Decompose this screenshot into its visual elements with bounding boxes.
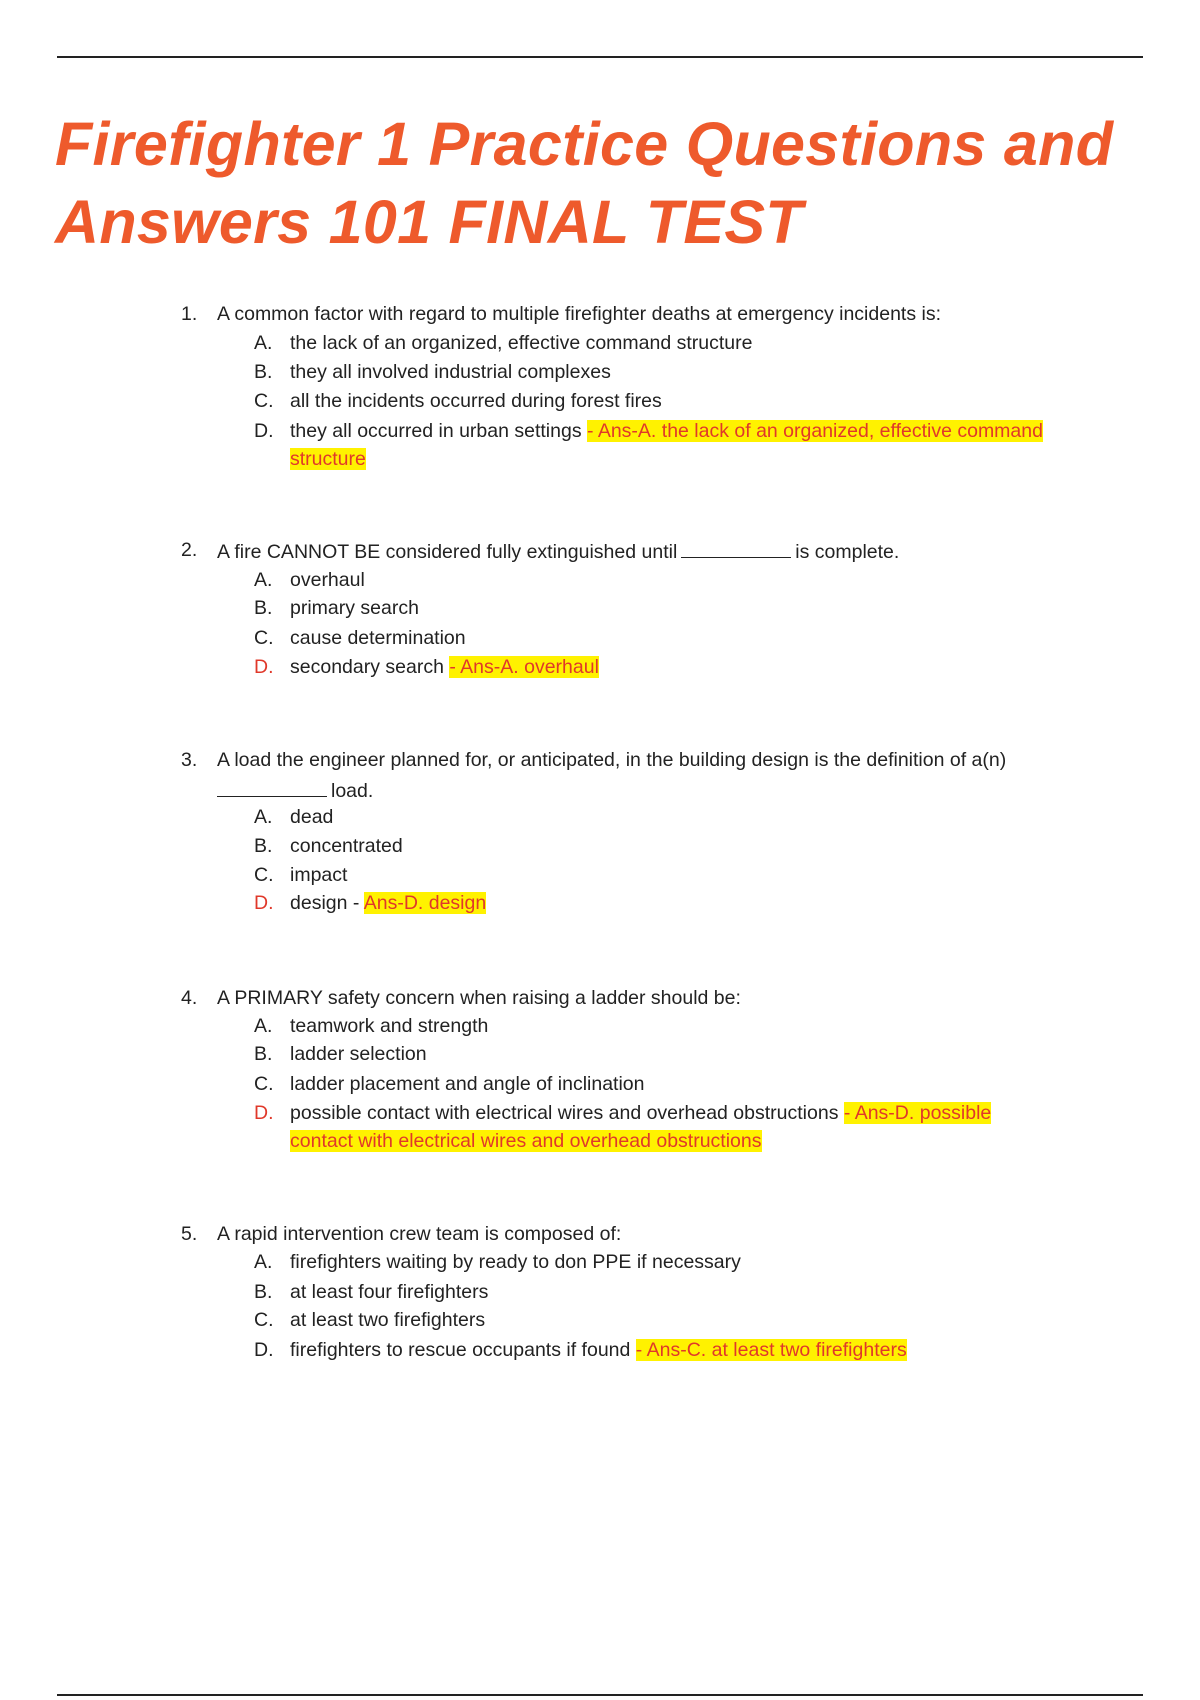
option-letter: B. [254, 597, 273, 619]
question-number: 2. [181, 539, 198, 561]
option-text: design - [290, 892, 360, 914]
option-letter: C. [254, 627, 274, 649]
option-text: impact [290, 864, 348, 886]
option-letter: A. [254, 332, 273, 354]
title-line-1: Firefighter 1 Practice Questions and [55, 110, 1114, 178]
option-letter: C. [254, 390, 274, 412]
option-text: teamwork and strength [290, 1015, 489, 1037]
option-text: possible contact with electrical wires and overhead obstructions [290, 1102, 839, 1124]
option-letter: A. [254, 1251, 273, 1273]
option-letter: C. [254, 1073, 274, 1095]
option-text: primary search [290, 597, 419, 619]
answer-highlight: structure [290, 448, 366, 470]
option-letter: B. [254, 1043, 273, 1065]
answer-highlight: - Ans-C. at least two firefighters [635, 1339, 907, 1361]
answer-highlight: contact with electrical wires and overhead obstructions [290, 1130, 762, 1152]
fill-in-blank [681, 539, 791, 558]
option-text: concentrated [290, 835, 403, 857]
option-letter: D. [254, 656, 274, 678]
question-text-end: load. [331, 780, 374, 802]
question-text: A rapid intervention crew team is composed of: [217, 1223, 622, 1245]
question-text: A load the engineer planned for, or anticipated, in the building design is the definition of a(n) [217, 749, 1007, 771]
option-text: the lack of an organized, effective command structure [290, 332, 753, 354]
question-number: 1. [181, 303, 198, 325]
answer-highlight: Ans-D. design [363, 892, 487, 914]
answer-highlight: - Ans-D. possible [843, 1102, 992, 1124]
option-text: firefighters to rescue occupants if found [290, 1339, 631, 1361]
option-text: overhaul [290, 569, 365, 591]
option-text: ladder placement and angle of inclination [290, 1073, 645, 1095]
answer-highlight: - Ans-A. the lack of an organized, effective command [587, 420, 1043, 442]
option-text: at least four firefighters [290, 1281, 489, 1303]
option-letter: D. [254, 1339, 274, 1361]
option-letter: B. [254, 835, 273, 857]
option-letter: D. [254, 1102, 274, 1124]
question-text: A common factor with regard to multiple firefighter deaths at emergency incidents is: [217, 303, 942, 325]
option-text: ladder selection [290, 1043, 427, 1065]
question-number: 4. [181, 987, 198, 1009]
answer-highlight: - Ans-A. overhaul [449, 656, 599, 678]
question-text: A fire CANNOT BE considered fully extinguished until [217, 541, 678, 563]
option-letter: B. [254, 361, 273, 383]
option-text: cause determination [290, 627, 466, 649]
question-number: 3. [181, 749, 198, 771]
option-text: they all involved industrial complexes [290, 361, 611, 383]
option-text: dead [290, 806, 334, 828]
option-letter: C. [254, 1309, 274, 1331]
page-title [55, 105, 1185, 261]
top-rule [57, 56, 1143, 58]
option-text: secondary search [290, 656, 444, 678]
question-number: 5. [181, 1223, 198, 1245]
option-letter: C. [254, 864, 274, 886]
option-text: at least two firefighters [290, 1309, 486, 1331]
fill-in-blank [217, 778, 327, 797]
option-letter: A. [254, 569, 273, 591]
option-letter: A. [254, 1015, 273, 1037]
option-text: all the incidents occurred during forest fires [290, 390, 662, 412]
option-letter: D. [254, 420, 274, 442]
bottom-rule [57, 1694, 1143, 1696]
option-letter: D. [254, 892, 274, 914]
option-letter: B. [254, 1281, 273, 1303]
question-text-end: is complete. [795, 541, 900, 563]
option-letter: A. [254, 806, 273, 828]
option-text: firefighters waiting by ready to don PPE if necessary [290, 1251, 741, 1273]
question-text: A PRIMARY safety concern when raising a ladder should be: [217, 987, 741, 1009]
title-line-2: Answers 101 FINAL TEST [55, 188, 803, 256]
option-text: they all occurred in urban settings [290, 420, 582, 442]
